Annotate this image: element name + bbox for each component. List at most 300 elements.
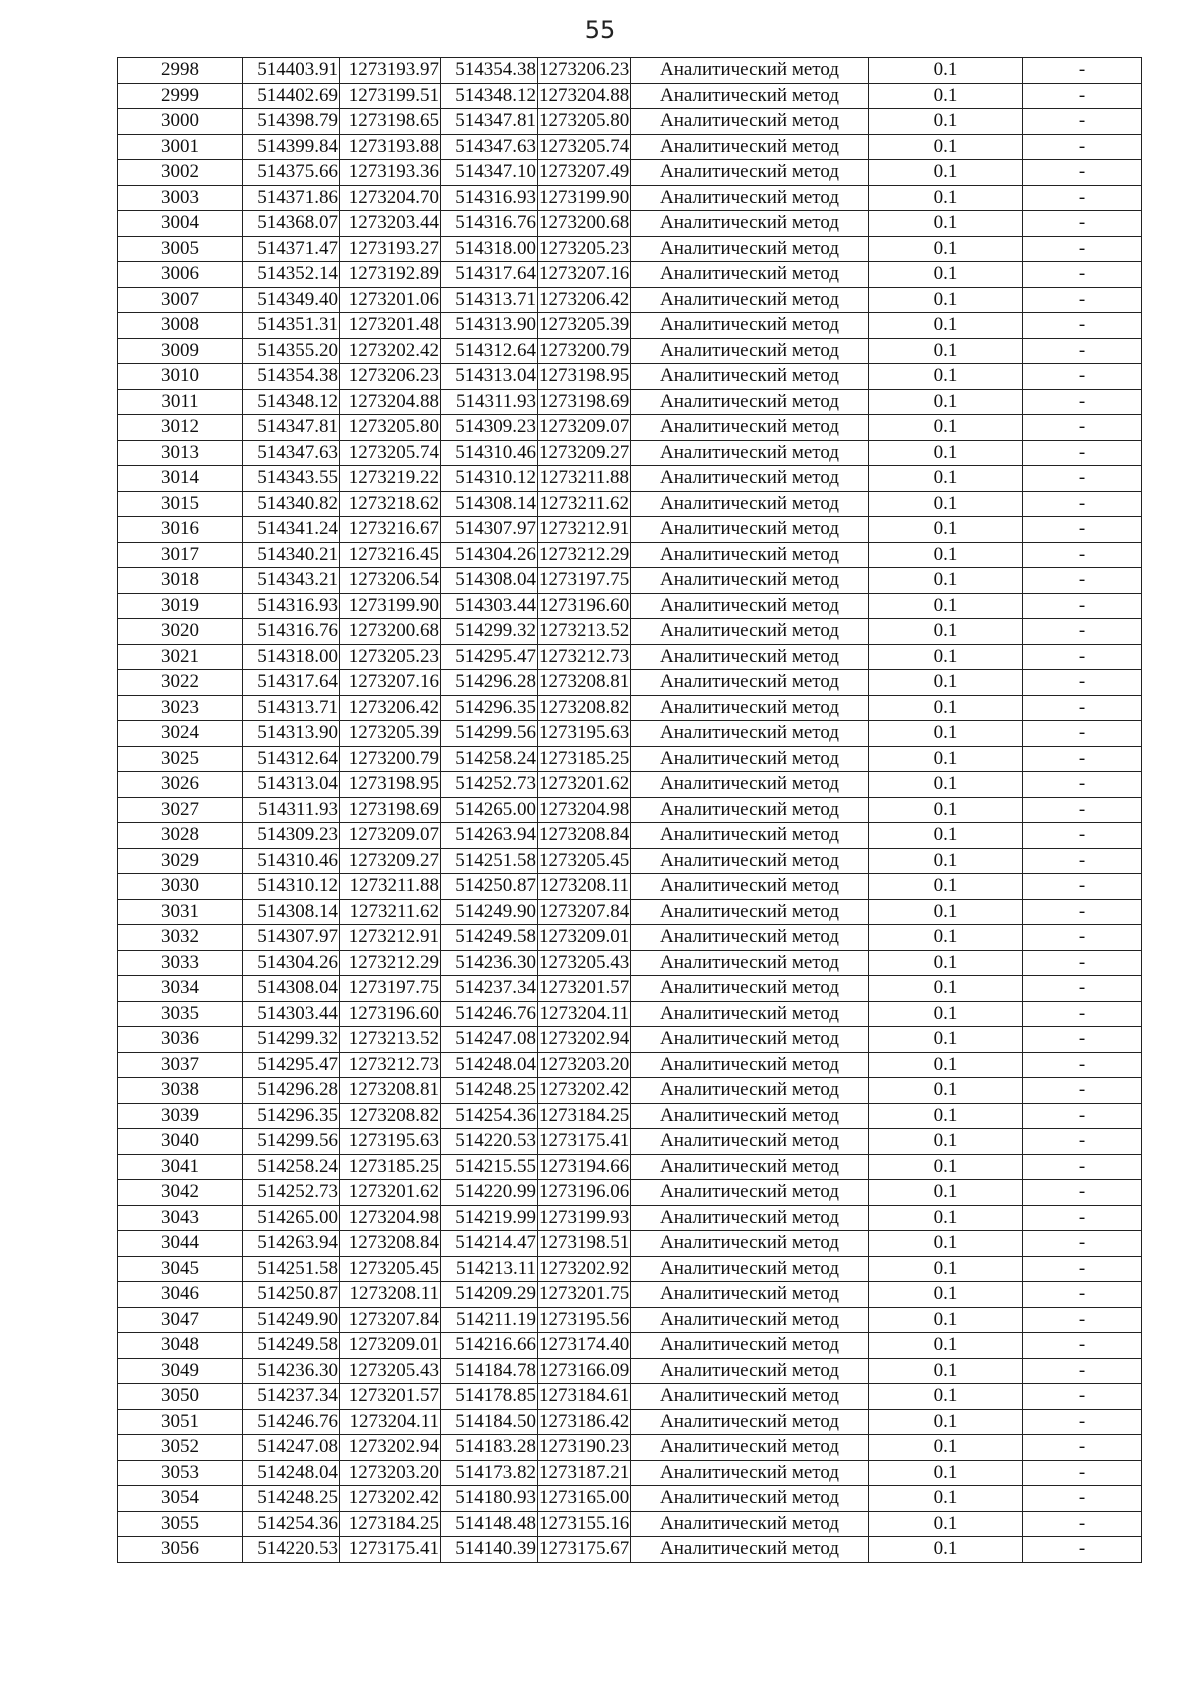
y-end-cell: 1273204.88 — [538, 83, 631, 109]
accuracy-cell: 0.1 — [869, 1180, 1023, 1206]
accuracy-cell: 0.1 — [869, 721, 1023, 747]
x-end-cell: 514258.24 — [441, 746, 538, 772]
table-row — [118, 1282, 1142, 1308]
note-cell: - — [1023, 415, 1142, 441]
x-start-cell: 514249.90 — [243, 1307, 340, 1333]
accuracy-cell: 0.1 — [869, 1409, 1023, 1435]
x-end-cell: 514247.08 — [441, 1027, 538, 1053]
point-number-cell: 3001 — [118, 134, 243, 160]
y-start-cell: 1273212.91 — [340, 925, 441, 951]
y-start-cell: 1273202.94 — [340, 1435, 441, 1461]
note-cell: - — [1023, 1180, 1142, 1206]
x-start-cell: 514313.71 — [243, 695, 340, 721]
method-cell: Аналитический метод — [631, 338, 869, 364]
table-row — [118, 721, 1142, 747]
y-end-cell: 1273211.88 — [538, 466, 631, 492]
table-row — [118, 58, 1142, 84]
point-number-cell: 3002 — [118, 160, 243, 186]
table-row — [118, 160, 1142, 186]
y-end-cell: 1273205.45 — [538, 848, 631, 874]
point-number-cell: 3053 — [118, 1460, 243, 1486]
accuracy-cell: 0.1 — [869, 670, 1023, 696]
y-start-cell: 1273199.51 — [340, 83, 441, 109]
point-number-cell: 3046 — [118, 1282, 243, 1308]
point-number-cell: 3008 — [118, 313, 243, 339]
method-cell: Аналитический метод — [631, 568, 869, 594]
table-row — [118, 109, 1142, 135]
y-start-cell: 1273205.80 — [340, 415, 441, 441]
y-start-cell: 1273205.23 — [340, 644, 441, 670]
table-row — [118, 262, 1142, 288]
note-cell: - — [1023, 491, 1142, 517]
accuracy-cell: 0.1 — [869, 1231, 1023, 1257]
table-row — [118, 1486, 1142, 1512]
note-cell: - — [1023, 1333, 1142, 1359]
y-end-cell: 1273187.21 — [538, 1460, 631, 1486]
x-start-cell: 514296.28 — [243, 1078, 340, 1104]
point-number-cell: 3038 — [118, 1078, 243, 1104]
x-start-cell: 514341.24 — [243, 517, 340, 543]
x-end-cell: 514318.00 — [441, 236, 538, 262]
note-cell: - — [1023, 109, 1142, 135]
point-number-cell: 3042 — [118, 1180, 243, 1206]
point-number-cell: 3021 — [118, 644, 243, 670]
note-cell: - — [1023, 338, 1142, 364]
accuracy-cell: 0.1 — [869, 287, 1023, 313]
method-cell: Аналитический метод — [631, 1409, 869, 1435]
x-start-cell: 514237.34 — [243, 1384, 340, 1410]
note-cell: - — [1023, 1001, 1142, 1027]
y-start-cell: 1273211.88 — [340, 874, 441, 900]
x-start-cell: 514304.26 — [243, 950, 340, 976]
point-number-cell: 3054 — [118, 1486, 243, 1512]
accuracy-cell: 0.1 — [869, 1027, 1023, 1053]
x-end-cell: 514316.93 — [441, 185, 538, 211]
x-end-cell: 514184.78 — [441, 1358, 538, 1384]
y-start-cell: 1273211.62 — [340, 899, 441, 925]
x-start-cell: 514236.30 — [243, 1358, 340, 1384]
note-cell: - — [1023, 466, 1142, 492]
table-row — [118, 772, 1142, 798]
note-cell: - — [1023, 1027, 1142, 1053]
accuracy-cell: 0.1 — [869, 517, 1023, 543]
note-cell: - — [1023, 1358, 1142, 1384]
table-row — [118, 1129, 1142, 1155]
note-cell: - — [1023, 83, 1142, 109]
point-number-cell: 3056 — [118, 1537, 243, 1563]
note-cell: - — [1023, 211, 1142, 237]
y-end-cell: 1273207.16 — [538, 262, 631, 288]
y-end-cell: 1273207.49 — [538, 160, 631, 186]
x-end-cell: 514303.44 — [441, 593, 538, 619]
point-number-cell: 3014 — [118, 466, 243, 492]
page-number: 55 — [584, 16, 616, 44]
method-cell: Аналитический метод — [631, 746, 869, 772]
y-start-cell: 1273198.69 — [340, 797, 441, 823]
y-start-cell: 1273207.16 — [340, 670, 441, 696]
note-cell: - — [1023, 670, 1142, 696]
accuracy-cell: 0.1 — [869, 1103, 1023, 1129]
table-row — [118, 976, 1142, 1002]
y-end-cell: 1273200.79 — [538, 338, 631, 364]
point-number-cell: 3000 — [118, 109, 243, 135]
point-number-cell: 3016 — [118, 517, 243, 543]
y-start-cell: 1273204.88 — [340, 389, 441, 415]
x-end-cell: 514220.53 — [441, 1129, 538, 1155]
y-end-cell: 1273202.42 — [538, 1078, 631, 1104]
x-start-cell: 514254.36 — [243, 1511, 340, 1537]
point-number-cell: 3015 — [118, 491, 243, 517]
x-end-cell: 514248.25 — [441, 1078, 538, 1104]
method-cell: Аналитический метод — [631, 1537, 869, 1563]
note-cell: - — [1023, 313, 1142, 339]
point-number-cell: 3045 — [118, 1256, 243, 1282]
accuracy-cell: 0.1 — [869, 976, 1023, 1002]
point-number-cell: 3003 — [118, 185, 243, 211]
y-start-cell: 1273204.70 — [340, 185, 441, 211]
table-row — [118, 338, 1142, 364]
y-start-cell: 1273195.63 — [340, 1129, 441, 1155]
x-end-cell: 514313.71 — [441, 287, 538, 313]
x-end-cell: 514180.93 — [441, 1486, 538, 1512]
table-row — [118, 925, 1142, 951]
x-end-cell: 514309.23 — [441, 415, 538, 441]
table-row — [118, 440, 1142, 466]
x-end-cell: 514299.56 — [441, 721, 538, 747]
x-end-cell: 514313.90 — [441, 313, 538, 339]
x-start-cell: 514251.58 — [243, 1256, 340, 1282]
accuracy-cell: 0.1 — [869, 134, 1023, 160]
y-start-cell: 1273204.98 — [340, 1205, 441, 1231]
table-row — [118, 1511, 1142, 1537]
x-start-cell: 514368.07 — [243, 211, 340, 237]
method-cell: Аналитический метод — [631, 1103, 869, 1129]
method-cell: Аналитический метод — [631, 1027, 869, 1053]
table-row — [118, 1435, 1142, 1461]
note-cell: - — [1023, 517, 1142, 543]
x-start-cell: 514375.66 — [243, 160, 340, 186]
note-cell: - — [1023, 160, 1142, 186]
accuracy-cell: 0.1 — [869, 1486, 1023, 1512]
x-start-cell: 514310.12 — [243, 874, 340, 900]
point-number-cell: 3032 — [118, 925, 243, 951]
method-cell: Аналитический метод — [631, 619, 869, 645]
x-start-cell: 514403.91 — [243, 58, 340, 84]
y-end-cell: 1273205.74 — [538, 134, 631, 160]
note-cell: - — [1023, 695, 1142, 721]
note-cell: - — [1023, 1307, 1142, 1333]
y-end-cell: 1273195.63 — [538, 721, 631, 747]
method-cell: Аналитический метод — [631, 721, 869, 747]
table-row — [118, 389, 1142, 415]
x-start-cell: 514247.08 — [243, 1435, 340, 1461]
table-row — [118, 670, 1142, 696]
x-start-cell: 514354.38 — [243, 364, 340, 390]
point-number-cell: 3036 — [118, 1027, 243, 1053]
point-number-cell: 3011 — [118, 389, 243, 415]
method-cell: Аналитический метод — [631, 1078, 869, 1104]
y-end-cell: 1273208.81 — [538, 670, 631, 696]
note-cell: - — [1023, 1231, 1142, 1257]
table-row — [118, 134, 1142, 160]
method-cell: Аналитический метод — [631, 211, 869, 237]
note-cell: - — [1023, 823, 1142, 849]
table-row — [118, 619, 1142, 645]
method-cell: Аналитический метод — [631, 950, 869, 976]
y-end-cell: 1273175.41 — [538, 1129, 631, 1155]
table-row — [118, 1180, 1142, 1206]
method-cell: Аналитический метод — [631, 1282, 869, 1308]
accuracy-cell: 0.1 — [869, 109, 1023, 135]
y-start-cell: 1273198.65 — [340, 109, 441, 135]
point-number-cell: 3029 — [118, 848, 243, 874]
x-end-cell: 514215.55 — [441, 1154, 538, 1180]
table-row — [118, 1384, 1142, 1410]
y-end-cell: 1273190.23 — [538, 1435, 631, 1461]
x-start-cell: 514295.47 — [243, 1052, 340, 1078]
point-number-cell: 2999 — [118, 83, 243, 109]
note-cell: - — [1023, 364, 1142, 390]
x-end-cell: 514249.58 — [441, 925, 538, 951]
x-end-cell: 514211.19 — [441, 1307, 538, 1333]
x-start-cell: 514343.55 — [243, 466, 340, 492]
y-end-cell: 1273197.75 — [538, 568, 631, 594]
accuracy-cell: 0.1 — [869, 568, 1023, 594]
x-end-cell: 514296.28 — [441, 670, 538, 696]
y-end-cell: 1273204.98 — [538, 797, 631, 823]
accuracy-cell: 0.1 — [869, 83, 1023, 109]
x-start-cell: 514311.93 — [243, 797, 340, 823]
y-end-cell: 1273198.69 — [538, 389, 631, 415]
method-cell: Аналитический метод — [631, 491, 869, 517]
y-end-cell: 1273209.27 — [538, 440, 631, 466]
x-end-cell: 514178.85 — [441, 1384, 538, 1410]
x-end-cell: 514265.00 — [441, 797, 538, 823]
y-end-cell: 1273201.62 — [538, 772, 631, 798]
x-start-cell: 514313.04 — [243, 772, 340, 798]
accuracy-cell: 0.1 — [869, 1333, 1023, 1359]
accuracy-cell: 0.1 — [869, 1078, 1023, 1104]
table-row — [118, 1307, 1142, 1333]
y-start-cell: 1273201.06 — [340, 287, 441, 313]
x-end-cell: 514311.93 — [441, 389, 538, 415]
method-cell: Аналитический метод — [631, 1001, 869, 1027]
method-cell: Аналитический метод — [631, 109, 869, 135]
y-end-cell: 1273201.57 — [538, 976, 631, 1002]
accuracy-cell: 0.1 — [869, 542, 1023, 568]
y-start-cell: 1273193.27 — [340, 236, 441, 262]
note-cell: - — [1023, 950, 1142, 976]
method-cell: Аналитический метод — [631, 83, 869, 109]
x-start-cell: 514399.84 — [243, 134, 340, 160]
x-end-cell: 514246.76 — [441, 1001, 538, 1027]
point-number-cell: 3044 — [118, 1231, 243, 1257]
y-start-cell: 1273200.79 — [340, 746, 441, 772]
accuracy-cell: 0.1 — [869, 1154, 1023, 1180]
y-start-cell: 1273212.73 — [340, 1052, 441, 1078]
table-row — [118, 1052, 1142, 1078]
x-end-cell: 514347.81 — [441, 109, 538, 135]
y-start-cell: 1273219.22 — [340, 466, 441, 492]
method-cell: Аналитический метод — [631, 389, 869, 415]
x-end-cell: 514209.29 — [441, 1282, 538, 1308]
note-cell: - — [1023, 1256, 1142, 1282]
method-cell: Аналитический метод — [631, 364, 869, 390]
y-start-cell: 1273199.90 — [340, 593, 441, 619]
note-cell: - — [1023, 874, 1142, 900]
point-number-cell: 3030 — [118, 874, 243, 900]
accuracy-cell: 0.1 — [869, 1307, 1023, 1333]
table-row — [118, 1460, 1142, 1486]
y-start-cell: 1273203.20 — [340, 1460, 441, 1486]
x-start-cell: 514347.63 — [243, 440, 340, 466]
y-end-cell: 1273205.80 — [538, 109, 631, 135]
point-number-cell: 3013 — [118, 440, 243, 466]
method-cell: Аналитический метод — [631, 466, 869, 492]
x-start-cell: 514343.21 — [243, 568, 340, 594]
method-cell: Аналитический метод — [631, 1129, 869, 1155]
y-end-cell: 1273213.52 — [538, 619, 631, 645]
note-cell: - — [1023, 772, 1142, 798]
table-row — [118, 899, 1142, 925]
point-number-cell: 3020 — [118, 619, 243, 645]
accuracy-cell: 0.1 — [869, 415, 1023, 441]
note-cell: - — [1023, 1486, 1142, 1512]
y-end-cell: 1273186.42 — [538, 1409, 631, 1435]
table-row — [118, 236, 1142, 262]
point-number-cell: 3017 — [118, 542, 243, 568]
method-cell: Аналитический метод — [631, 1333, 869, 1359]
x-end-cell: 514184.50 — [441, 1409, 538, 1435]
point-number-cell: 3028 — [118, 823, 243, 849]
y-end-cell: 1273203.20 — [538, 1052, 631, 1078]
x-end-cell: 514214.47 — [441, 1231, 538, 1257]
point-number-cell: 3035 — [118, 1001, 243, 1027]
y-end-cell: 1273211.62 — [538, 491, 631, 517]
x-start-cell: 514308.14 — [243, 899, 340, 925]
point-number-cell: 3031 — [118, 899, 243, 925]
y-start-cell: 1273208.81 — [340, 1078, 441, 1104]
method-cell: Аналитический метод — [631, 670, 869, 696]
y-start-cell: 1273208.84 — [340, 1231, 441, 1257]
note-cell: - — [1023, 134, 1142, 160]
table-row — [118, 1333, 1142, 1359]
y-start-cell: 1273202.42 — [340, 338, 441, 364]
note-cell: - — [1023, 1154, 1142, 1180]
x-end-cell: 514312.64 — [441, 338, 538, 364]
note-cell: - — [1023, 746, 1142, 772]
y-start-cell: 1273175.41 — [340, 1537, 441, 1563]
x-end-cell: 514308.04 — [441, 568, 538, 594]
y-end-cell: 1273205.23 — [538, 236, 631, 262]
y-start-cell: 1273205.39 — [340, 721, 441, 747]
method-cell: Аналитический метод — [631, 1052, 869, 1078]
x-start-cell: 514371.86 — [243, 185, 340, 211]
y-start-cell: 1273208.82 — [340, 1103, 441, 1129]
point-number-cell: 3049 — [118, 1358, 243, 1384]
x-end-cell: 514310.46 — [441, 440, 538, 466]
x-end-cell: 514347.63 — [441, 134, 538, 160]
table-row — [118, 364, 1142, 390]
table-row — [118, 1205, 1142, 1231]
x-end-cell: 514148.48 — [441, 1511, 538, 1537]
x-end-cell: 514173.82 — [441, 1460, 538, 1486]
accuracy-cell: 0.1 — [869, 1358, 1023, 1384]
x-start-cell: 514312.64 — [243, 746, 340, 772]
table-row — [118, 1078, 1142, 1104]
y-start-cell: 1273206.23 — [340, 364, 441, 390]
note-cell: - — [1023, 1460, 1142, 1486]
accuracy-cell: 0.1 — [869, 1282, 1023, 1308]
x-end-cell: 514299.32 — [441, 619, 538, 645]
accuracy-cell: 0.1 — [869, 695, 1023, 721]
y-end-cell: 1273196.60 — [538, 593, 631, 619]
table-row — [118, 1537, 1142, 1563]
accuracy-cell: 0.1 — [869, 797, 1023, 823]
note-cell: - — [1023, 236, 1142, 262]
note-cell: - — [1023, 1435, 1142, 1461]
point-number-cell: 3027 — [118, 797, 243, 823]
accuracy-cell: 0.1 — [869, 185, 1023, 211]
x-end-cell: 514140.39 — [441, 1537, 538, 1563]
accuracy-cell: 0.1 — [869, 440, 1023, 466]
y-start-cell: 1273201.57 — [340, 1384, 441, 1410]
y-start-cell: 1273192.89 — [340, 262, 441, 288]
x-end-cell: 514250.87 — [441, 874, 538, 900]
table-body — [118, 58, 1142, 1563]
x-start-cell: 514347.81 — [243, 415, 340, 441]
x-start-cell: 514263.94 — [243, 1231, 340, 1257]
method-cell: Аналитический метод — [631, 440, 869, 466]
accuracy-cell: 0.1 — [869, 950, 1023, 976]
y-end-cell: 1273206.23 — [538, 58, 631, 84]
table-row — [118, 1358, 1142, 1384]
x-start-cell: 514307.97 — [243, 925, 340, 951]
table-row — [118, 1027, 1142, 1053]
x-end-cell: 514316.76 — [441, 211, 538, 237]
y-end-cell: 1273185.25 — [538, 746, 631, 772]
x-start-cell: 514308.04 — [243, 976, 340, 1002]
point-number-cell: 3006 — [118, 262, 243, 288]
method-cell: Аналитический метод — [631, 874, 869, 900]
method-cell: Аналитический метод — [631, 925, 869, 951]
point-number-cell: 3012 — [118, 415, 243, 441]
table-row — [118, 466, 1142, 492]
method-cell: Аналитический метод — [631, 1435, 869, 1461]
method-cell: Аналитический метод — [631, 287, 869, 313]
note-cell: - — [1023, 1409, 1142, 1435]
method-cell: Аналитический метод — [631, 1307, 869, 1333]
y-end-cell: 1273212.73 — [538, 644, 631, 670]
note-cell: - — [1023, 542, 1142, 568]
method-cell: Аналитический метод — [631, 772, 869, 798]
note-cell: - — [1023, 262, 1142, 288]
accuracy-cell: 0.1 — [869, 338, 1023, 364]
y-end-cell: 1273155.16 — [538, 1511, 631, 1537]
x-end-cell: 514183.28 — [441, 1435, 538, 1461]
method-cell: Аналитический метод — [631, 236, 869, 262]
x-end-cell: 514296.35 — [441, 695, 538, 721]
y-end-cell: 1273194.66 — [538, 1154, 631, 1180]
accuracy-cell: 0.1 — [869, 899, 1023, 925]
accuracy-cell: 0.1 — [869, 619, 1023, 645]
y-start-cell: 1273209.07 — [340, 823, 441, 849]
x-start-cell: 514248.25 — [243, 1486, 340, 1512]
method-cell: Аналитический метод — [631, 1205, 869, 1231]
table-row — [118, 83, 1142, 109]
y-end-cell: 1273184.25 — [538, 1103, 631, 1129]
table-row — [118, 1256, 1142, 1282]
